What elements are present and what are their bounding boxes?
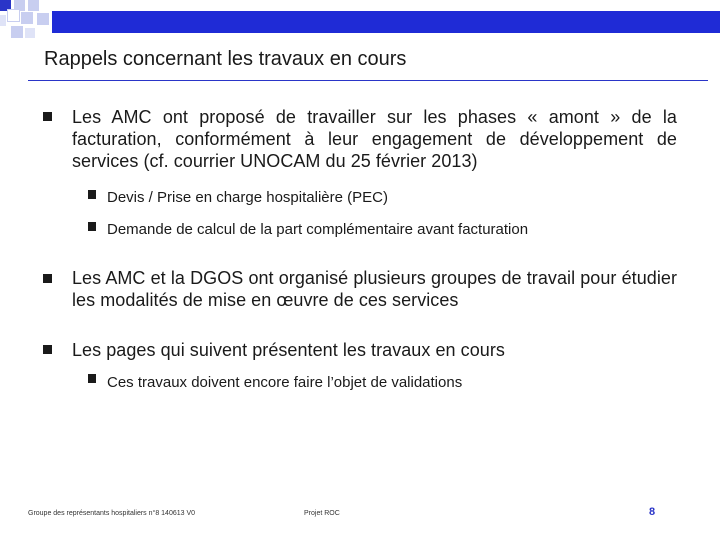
sub-bullet-text: Devis / Prise en charge hospitalière (PEC) bbox=[107, 189, 388, 206]
corner-decoration bbox=[0, 0, 60, 50]
sub-bullet-marker bbox=[88, 222, 96, 231]
sub-bullet-marker bbox=[88, 374, 96, 383]
sub-bullet-text: Demande de calcul de la part complémentaire avant facturation bbox=[107, 221, 529, 238]
footer-center: Projet ROC bbox=[304, 510, 340, 517]
bullet-marker bbox=[43, 112, 52, 121]
header-bar bbox=[52, 11, 720, 33]
bullet-text: Les pages qui suivent présentent les travaux en cours bbox=[72, 340, 505, 360]
footer-left: Groupe des représentants hospitaliers n°8 140613 V0 bbox=[28, 510, 196, 517]
bullet-marker bbox=[43, 274, 52, 283]
sub-bullet-marker bbox=[88, 190, 96, 199]
bullet-marker bbox=[43, 345, 52, 354]
bullet-text: Les AMC et la DGOS ont organisé plusieurs groupes de travail pour étudier les modalités de mise en œuvre de ces services bbox=[72, 268, 677, 310]
page-number: 8 bbox=[649, 506, 656, 518]
title-divider bbox=[28, 80, 708, 81]
page-title: Rappels concernant les travaux en cours bbox=[44, 48, 407, 70]
bullet-text: Les AMC ont proposé de travailler sur les phases « amont » de la facturation, conformément à leur engagement de développement de services (cf. courrier UNOCAM du 25 février 2013) bbox=[72, 107, 677, 171]
sub-bullet-text: Ces travaux doivent encore faire l’objet de validations bbox=[107, 374, 463, 391]
